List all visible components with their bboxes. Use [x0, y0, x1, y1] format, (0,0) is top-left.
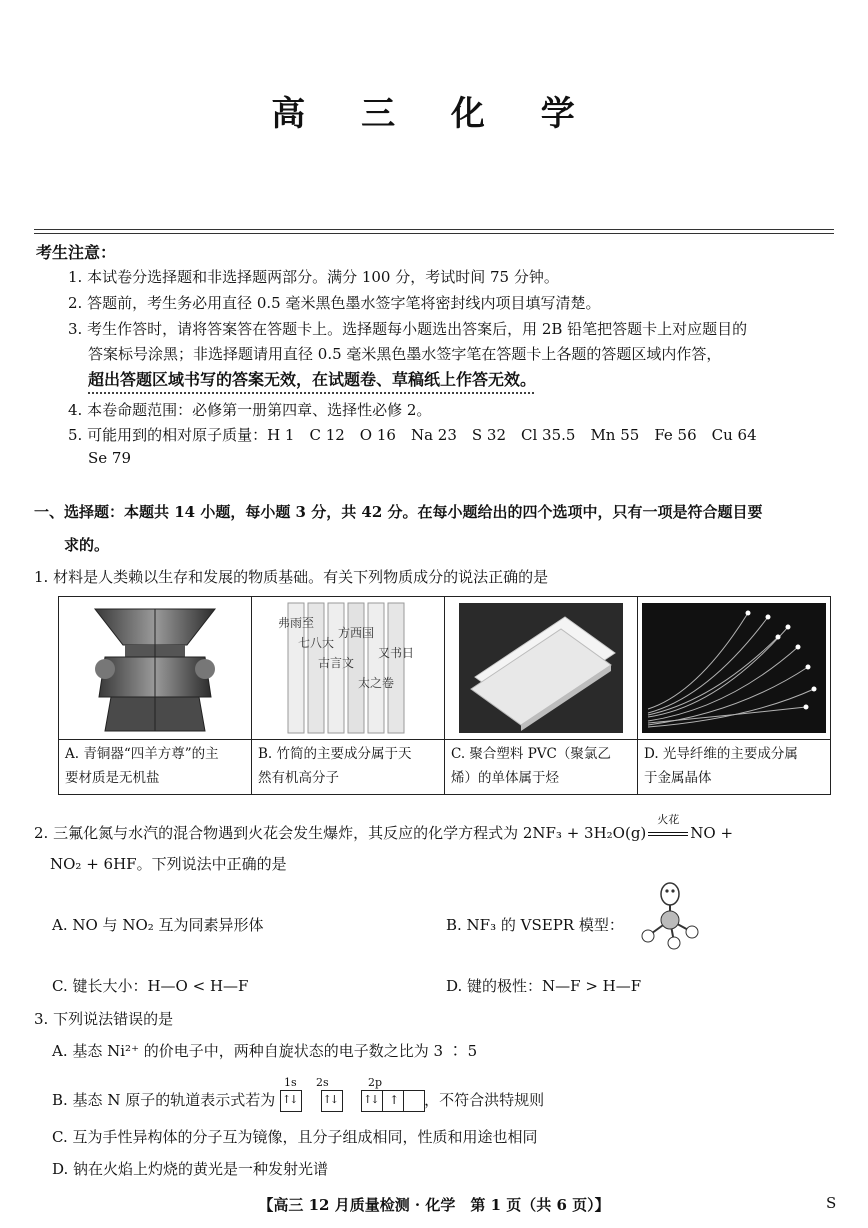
optical-fiber-image [638, 597, 830, 739]
slip-2: 七八大 [297, 636, 335, 650]
equals-sign [648, 832, 688, 836]
question-3-stem: 3. 下列说法错误的是 [34, 1010, 174, 1028]
header-rule-thin [34, 233, 834, 234]
orbital-box-2p-3 [403, 1090, 425, 1112]
question-3-option-c: C. 互为手性异构体的分子互为镜像，且分子组成相同，性质和用途也相同 [52, 1128, 538, 1146]
notice-item-3: 3. 考生作答时，请将答案答在答题卡上。选择题每小题选出答案后，用 2B 铅笔把答题卡上对应题目的 [68, 320, 748, 338]
slip-1: 弗雨至 [277, 616, 315, 630]
question-2-stem-cont: NO₂ + 6HF。下列说法中正确的是 [50, 855, 287, 873]
question-3-option-d: D. 钠在火焰上灼烧的黄光是一种发射光谱 [52, 1160, 329, 1178]
orbital-label-2p: 2p [368, 1076, 383, 1089]
notice-item-5-cont: Se 79 [88, 449, 132, 467]
question-2-option-b: B. NF₃ 的 VSEPR 模型： [446, 914, 624, 935]
option-c-caption: C. 聚合塑料 PVC（聚氯乙 烯）的单体属于烃 [451, 746, 611, 786]
notice-item-3-cont: 答案标号涂黑；非选择题请用直径 0.5 毫米黑色墨水签字笔在答题卡上各题的答题区域内作答， [88, 345, 722, 363]
notice-item-2: 2. 答题前，考生务必用直径 0.5 毫米黑色墨水签字笔将密封线内项目填写清楚。 [68, 294, 601, 312]
slip-5: 太之卷 [357, 676, 395, 690]
bamboo-slips-image [252, 597, 444, 739]
vsepr-model-icon [632, 882, 712, 952]
orbital-diagram [280, 1076, 424, 1112]
orbital-box-2s [321, 1090, 343, 1112]
notice-item-5: 5. 可能用到的相对原子质量：H 1 C 12 O 16 Na 23 S 32 Cl 35.5 Mn 55 Fe 56 Cu 64 [68, 426, 757, 444]
reaction-condition: 火花 [657, 813, 680, 826]
orbital-label-2s: 2s [316, 1076, 329, 1089]
option-b-caption: B. 竹简的主要成分属于天 然有机高分子 [258, 746, 412, 786]
notice-heading: 考生注意： [36, 243, 117, 262]
slip-6: 又书日 [377, 646, 415, 660]
slip-4: 方西国 [337, 626, 375, 640]
notice-item-1: 1. 本试卷分选择题和非选择题两部分。满分 100 分，考试时间 75 分钟。 [68, 268, 559, 286]
question-2-option-d: D. 键的极性：N—F > H—F [446, 977, 642, 995]
page-title: 高 三 化 学 [271, 94, 597, 134]
notice-item-4: 4. 本卷命题范围：必修第一册第四章、选择性必修 2。 [68, 401, 432, 419]
option-a-caption: A. 青铜器“四羊方尊”的主 要材质是无机盐 [65, 746, 219, 786]
question-1-options-table [58, 596, 831, 795]
option-d-caption: D. 光导纤维的主要成分属 于金属晶体 [644, 746, 798, 786]
orbital-label-1s: 1s [284, 1076, 297, 1089]
orbital-box-2p-1 [361, 1090, 383, 1112]
section-heading: 一、选择题：本题共 14 小题，每小题 3 分，共 42 分。在每小题给出的四个选项中，只有一项是符合题目要 [34, 503, 763, 521]
question-3-option-a: A. 基态 Ni²⁺ 的价电子中，两种自旋状态的电子数之比为 3 ∶ 5 [52, 1042, 478, 1060]
bronze-vessel-image [59, 597, 251, 739]
page-mark: S [826, 1194, 837, 1212]
question-2-option-a: A. NO 与 NO₂ 互为同素异形体 [52, 916, 264, 934]
orbital-box-2p-2 [382, 1090, 404, 1112]
question-1-stem: 1. 材料是人类赖以生存和发展的物质基础。有关下列物质成分的说法正确的是 [34, 568, 549, 586]
notice-item-3-emphasis: 超出答题区域书写的答案无效，在试题卷、草稿纸上作答无效。 [88, 370, 537, 389]
orbital-box-1s [280, 1090, 302, 1112]
question-2-option-c: C. 键长大小：H—O < H—F [52, 977, 249, 995]
header-rule [34, 229, 834, 230]
question-3-option-b: B. 基态 N 原子的轨道表示式若为 1s ↑↓ 2s ↑↓ 2p ↑↓↑，不符合洪特规则 [52, 1089, 544, 1112]
pvc-sheets-image [445, 597, 637, 739]
question-2-stem: 2. 三氟化氮与水汽的混合物遇到火花会发生爆炸，其反应的化学方程式为 2NF₃ + 3H₂O(g) 火花 NO + [34, 813, 734, 842]
section-heading-cont: 求的。 [64, 536, 110, 554]
slip-3: 古言文 [317, 656, 355, 670]
page-footer: 【高三 12 月质量检测 · 化学 第 1 页（共 6 页）】 [258, 1196, 610, 1214]
